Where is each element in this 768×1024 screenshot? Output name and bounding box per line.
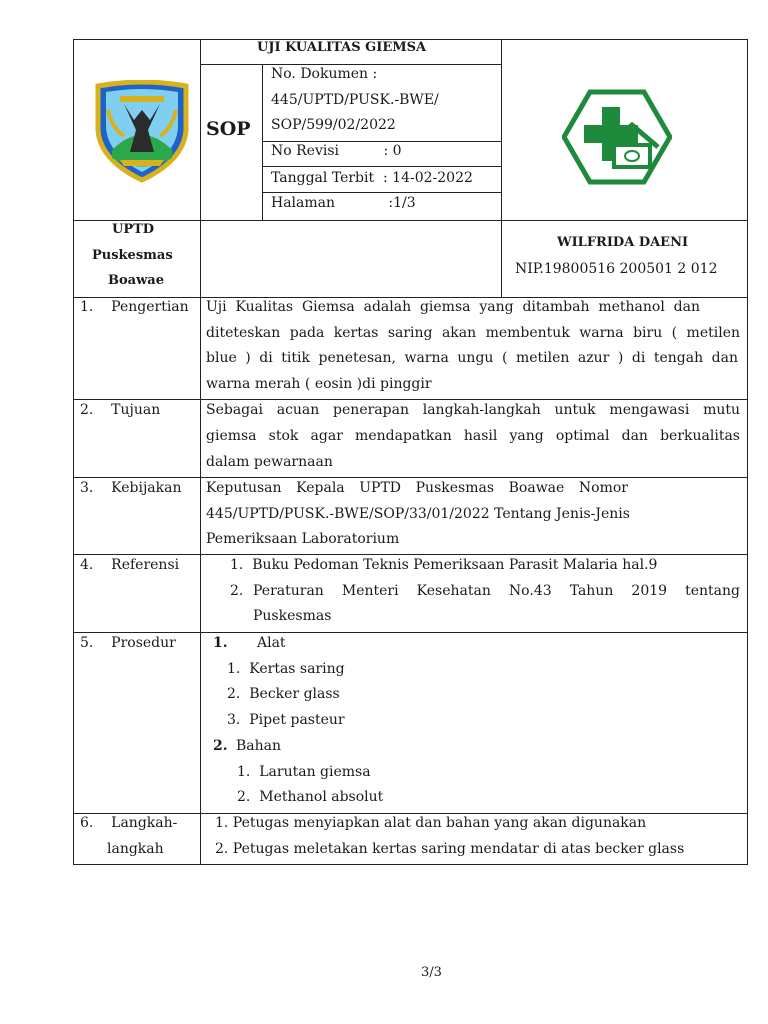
section-2-line: dalam pewarnaan (206, 454, 333, 470)
bahan-item: 2. Methanol absolut (237, 789, 384, 805)
alat-item: 2. Becker glass (227, 686, 340, 702)
section-2-line: Sebagai acuan penerapan langkah-langkah untuk mengawasi mutu (206, 402, 740, 418)
section-3-line: Keputusan Kepala UPTD Puskesmas Boawae Nomor (206, 480, 628, 496)
section-1-line: Uji Kualitas Giemsa adalah giemsa yang ditambah methanol dan (206, 299, 700, 315)
reference-item-1: 1. Buku Pedoman Teknis Pemeriksaan Parasit Malaria hal.9 (230, 557, 658, 573)
section-1-label: 1. Pengertian (80, 299, 189, 315)
section-6-label: 6. Langkah- (80, 815, 178, 831)
doc-number-label: No. Dokumen : (271, 66, 378, 82)
reference-item-2-number: 2. (230, 583, 244, 599)
org-name-line-1: UPTD (112, 222, 155, 237)
reference-item-2-line-1: Peraturan Menteri Kesehatan No.43 Tahun 2019 tentang (253, 583, 740, 599)
step-item: 2. Petugas meletakan kertas saring mendatar di atas becker glass (215, 841, 685, 857)
reference-item-2-line-2: Puskesmas (253, 608, 332, 624)
alat-number: 1. (213, 635, 228, 651)
alat-item: 3. Pipet pasteur (227, 712, 345, 728)
section-2-line: giemsa stok agar mendapatkan hasil yang optimal dan berkualitas (206, 428, 740, 444)
signer-nip: NIP.19800516 200501 2 012 (515, 261, 718, 277)
alat-item: 1. Kertas saring (227, 661, 345, 677)
section-3-line: 445/UPTD/PUSK.-BWE/SOP/33/01/2022 Tentang Jenis-Jenis (206, 506, 630, 522)
bahan-number: 2. (213, 738, 228, 754)
org-name-line-2: Puskesmas (92, 248, 173, 263)
section-6-label-cont: langkah (107, 841, 164, 857)
page-info: Halaman :1/3 (271, 195, 416, 211)
revision-number: No Revisi : 0 (271, 143, 402, 159)
section-1-line: warna merah ( eosin )di pinggir (206, 376, 432, 392)
puskesmas-logo (562, 89, 672, 185)
sop-label: SOP (206, 118, 251, 140)
regency-crest-logo (90, 80, 194, 184)
document-title: UJI KUALITAS GIEMSA (257, 40, 427, 55)
section-4-label: 4. Referensi (80, 557, 180, 573)
section-5-label: 5. Prosedur (80, 635, 176, 651)
section-2-label: 2. Tujuan (80, 402, 161, 418)
doc-number-line-2: SOP/599/02/2022 (271, 117, 396, 133)
section-3-label: 3. Kebijakan (80, 480, 182, 496)
bahan-item: 1. Larutan giemsa (237, 764, 371, 780)
bahan-heading: Bahan (236, 738, 282, 754)
step-item: 1. Petugas menyiapkan alat dan bahan yang akan digunakan (215, 815, 647, 831)
doc-number-line-1: 445/UPTD/PUSK.-BWE/ (271, 92, 439, 108)
alat-heading: Alat (257, 635, 286, 651)
page-number: 3/3 (421, 965, 442, 980)
signer-name: WILFRIDA DAENI (557, 235, 689, 250)
section-3-line: Pemeriksaan Laboratorium (206, 531, 400, 547)
issue-date: Tanggal Terbit : 14-02-2022 (271, 170, 473, 186)
section-1-line: blue ) di titik penetesan, warna ungu ( metilen azur ) di tengah dan (206, 350, 738, 366)
section-1-line: diteteskan pada kertas saring akan membentuk warna biru ( metilen (206, 325, 740, 341)
org-name-line-3: Boawae (108, 273, 164, 288)
